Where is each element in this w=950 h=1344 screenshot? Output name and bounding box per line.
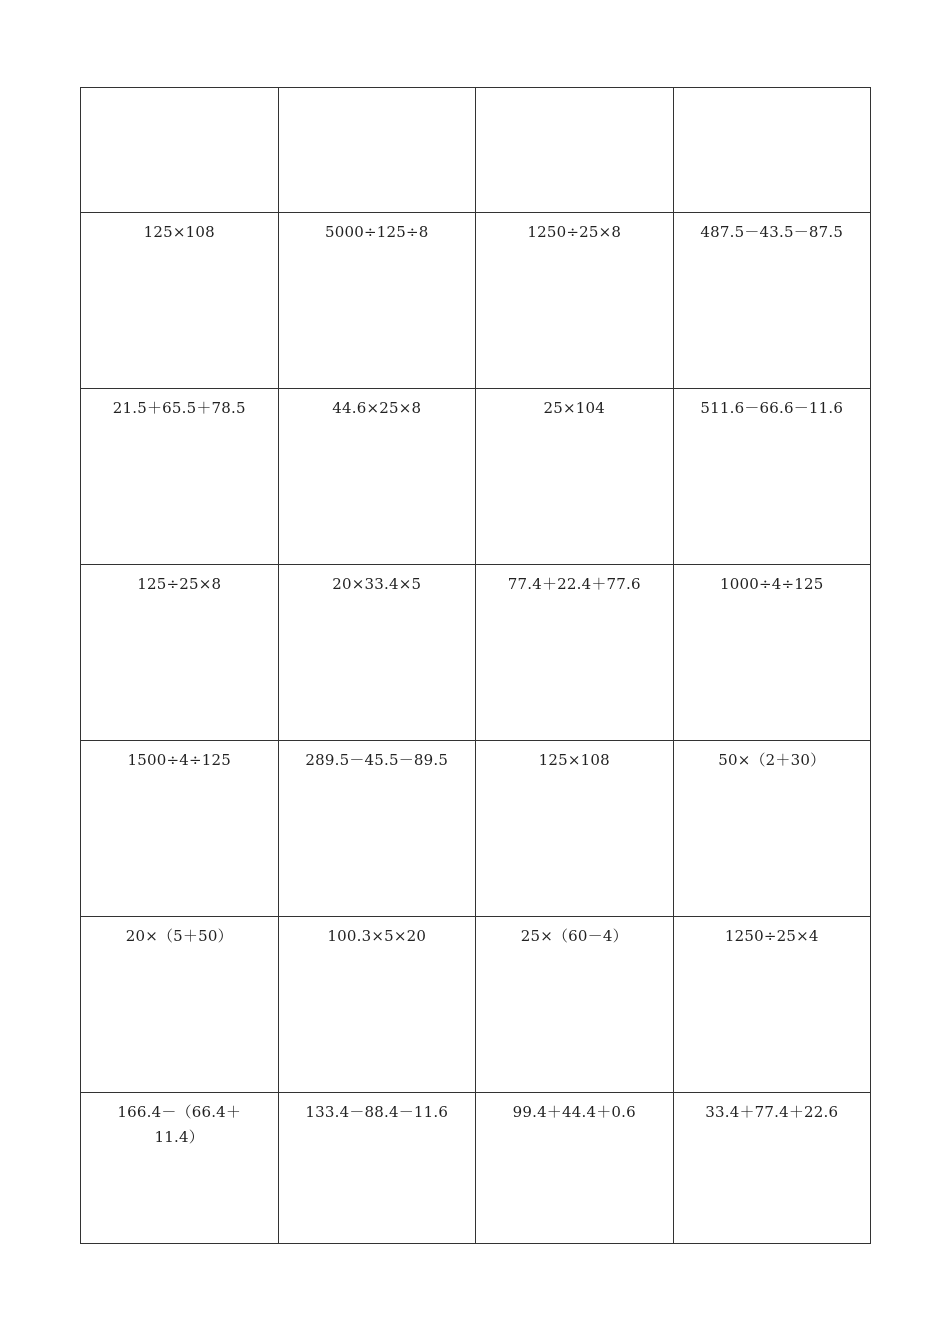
problem-cell: 166.4－（66.4＋11.4） — [81, 1093, 279, 1244]
problem-cell: 1250÷25×4 — [673, 917, 871, 1093]
problem-cell: 33.4＋77.4＋22.6 — [673, 1093, 871, 1244]
table-row — [81, 389, 871, 565]
problem-cell: 21.5＋65.5＋78.5 — [81, 389, 279, 565]
problem-cell: 50×（2＋30） — [673, 741, 871, 917]
problem-cell: 511.6－66.6－11.6 — [673, 389, 871, 565]
problem-cell: 1500÷4÷125 — [81, 741, 279, 917]
problem-cell: 100.3×5×20 — [278, 917, 476, 1093]
table-row — [81, 741, 871, 917]
problem-cell: 44.6×25×8 — [278, 389, 476, 565]
table-row — [81, 213, 871, 389]
problem-cell: 1250÷25×8 — [476, 213, 674, 389]
problem-cell: 77.4＋22.4＋77.6 — [476, 565, 674, 741]
problem-cell: 289.5－45.5－89.5 — [278, 741, 476, 917]
problem-cell: 20×33.4×5 — [278, 565, 476, 741]
calculation-worksheet-table — [80, 87, 871, 1244]
problem-cell — [673, 88, 871, 213]
problem-cell: 5000÷125÷8 — [278, 213, 476, 389]
problem-cell: 487.5－43.5－87.5 — [673, 213, 871, 389]
problem-cell: 125÷25×8 — [81, 565, 279, 741]
problem-cell — [81, 88, 279, 213]
table-row — [81, 917, 871, 1093]
problem-cell: 133.4－88.4－11.6 — [278, 1093, 476, 1244]
table-row — [81, 1093, 871, 1244]
problem-cell: 25×（60－4） — [476, 917, 674, 1093]
problem-cell: 20×（5＋50） — [81, 917, 279, 1093]
table-row — [81, 565, 871, 741]
problem-cell: 125×108 — [476, 741, 674, 917]
problem-cell: 25×104 — [476, 389, 674, 565]
problem-cell: 1000÷4÷125 — [673, 565, 871, 741]
problem-cell: 125×108 — [81, 213, 279, 389]
table-row — [81, 88, 871, 213]
problem-cell: 99.4＋44.4＋0.6 — [476, 1093, 674, 1244]
problem-cell — [476, 88, 674, 213]
problem-cell — [278, 88, 476, 213]
